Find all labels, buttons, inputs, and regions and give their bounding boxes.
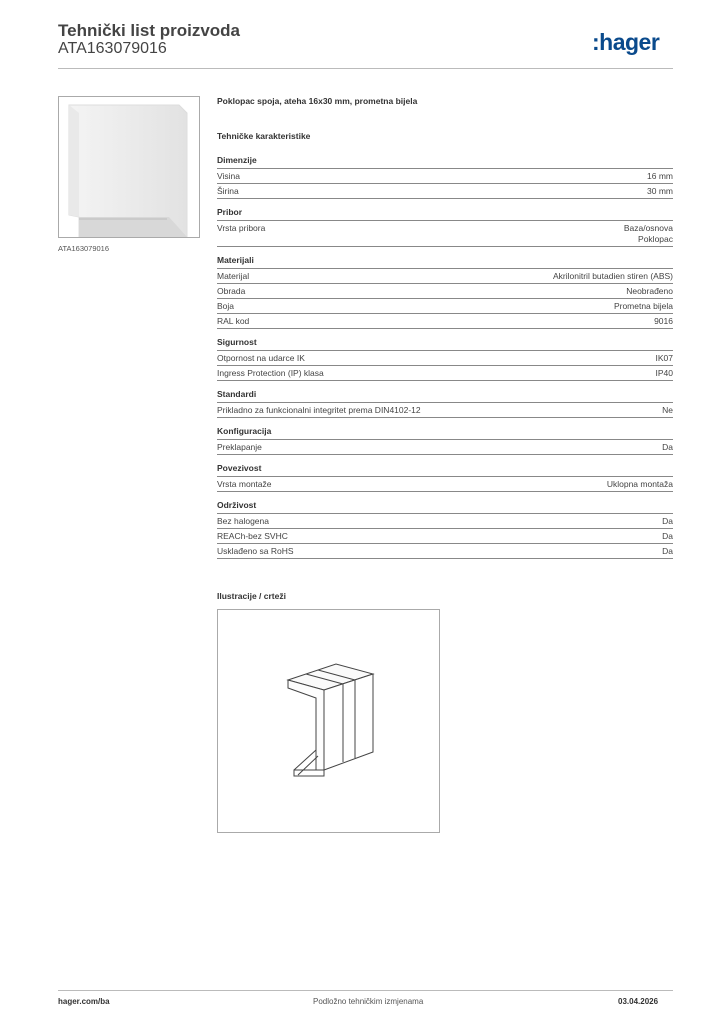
- spec-value-line: Poklopac: [638, 233, 673, 244]
- spec-label: Visina: [217, 170, 240, 181]
- spec-section: [217, 500, 673, 559]
- spec-value: [614, 301, 673, 312]
- spec-value: [662, 531, 673, 542]
- spec-sections: [217, 155, 673, 559]
- spec-label: Vrsta pribora: [217, 222, 266, 233]
- product-thumbnail: [58, 96, 200, 238]
- spec-value: [654, 316, 673, 327]
- spec-row: [217, 440, 673, 455]
- spec-value-line: 9016: [654, 315, 673, 326]
- spec-value-line: Da: [662, 441, 673, 452]
- spec-value-line: IK07: [655, 352, 673, 363]
- spec-value-line: Prometna bijela: [613, 300, 673, 311]
- spec-value: [607, 479, 673, 490]
- spec-section: [217, 337, 673, 381]
- spec-label: RAL kod: [217, 315, 250, 326]
- spec-row: [217, 169, 673, 184]
- spec-row: [217, 184, 673, 199]
- spec-value: [553, 271, 673, 282]
- spec-row: [217, 351, 673, 366]
- section-title: Pribor: [217, 207, 673, 221]
- spec-section: [217, 463, 673, 492]
- spec-label: Obrada: [217, 285, 246, 296]
- tech-heading: Tehničke karakteristike: [217, 131, 311, 141]
- spec-value: [647, 171, 673, 182]
- section-title: Konfiguracija: [217, 426, 673, 440]
- section-title: Materijali: [217, 255, 673, 269]
- spec-section: [217, 207, 673, 247]
- product-title: Poklopac spoja, ateha 16x30 mm, prometna bijela: [217, 96, 418, 106]
- spec-row: [217, 403, 673, 418]
- spec-row: [217, 269, 673, 284]
- spec-row: [217, 529, 673, 544]
- spec-value-line: Da: [662, 515, 673, 526]
- spec-label: Boja: [217, 300, 235, 311]
- spec-label: Bez halogena: [217, 515, 269, 526]
- spec-value-line: Ne: [662, 404, 673, 415]
- spec-value-line: Da: [662, 545, 673, 556]
- spec-section: [217, 255, 673, 329]
- footer-date: 03.04.2026: [618, 997, 659, 1006]
- spec-section: [217, 155, 673, 199]
- section-title: Dimenzije: [217, 155, 673, 169]
- spec-row: [217, 514, 673, 529]
- thumbnail-caption: ATA163079016: [58, 244, 110, 253]
- hager-logo[interactable]: :hager: [592, 29, 660, 55]
- spec-value: [662, 442, 673, 453]
- product-photo: [59, 97, 199, 237]
- section-title: Povezivost: [217, 463, 673, 477]
- spec-value: [624, 223, 673, 245]
- spec-content: [217, 96, 673, 567]
- spec-value-line: IP40: [655, 367, 673, 378]
- section-title: Standardi: [217, 389, 673, 403]
- spec-value: [656, 353, 674, 364]
- spec-value-line: 16 mm: [647, 170, 673, 181]
- spec-value: [662, 405, 673, 416]
- spec-value: [626, 286, 673, 297]
- spec-section: [217, 389, 673, 418]
- spec-row: [217, 544, 673, 559]
- footer-website-link[interactable]: hager.com/ba: [58, 997, 110, 1006]
- spec-label: Vrsta montaže: [217, 478, 272, 489]
- section-title: Sigurnost: [217, 337, 673, 351]
- product-code: ATA163079016: [58, 40, 167, 57]
- spec-value-line: Neobrađeno: [626, 285, 673, 296]
- spec-value-line: Da: [662, 530, 673, 541]
- illustration-frame: [217, 609, 440, 833]
- footer-divider: [58, 990, 673, 991]
- spec-value-line: Baza/osnova: [623, 222, 673, 233]
- spec-value: [662, 516, 673, 527]
- spec-section: [217, 426, 673, 455]
- spec-label: Materijal: [217, 270, 250, 281]
- spec-row: [217, 477, 673, 492]
- footer-note: Podložno tehničkim izmjenama: [313, 997, 424, 1006]
- spec-row: [217, 314, 673, 329]
- spec-label: Otpornost na udarce IK: [217, 352, 305, 363]
- spec-value: [662, 546, 673, 557]
- spec-value-line: Akrilonitril butadien stiren (ABS): [553, 270, 673, 281]
- spec-row: [217, 221, 673, 247]
- spec-value-line: 30 mm: [647, 185, 673, 196]
- header-divider: [58, 68, 673, 69]
- spec-row: [217, 284, 673, 299]
- spec-label: Preklapanje: [217, 441, 262, 452]
- spec-value-line: Uklopna montaža: [606, 478, 673, 489]
- spec-value: [647, 186, 673, 197]
- line-drawing: [218, 610, 439, 832]
- page-title: Tehnički list proizvoda: [58, 21, 240, 40]
- spec-row: [217, 366, 673, 381]
- section-title: Održivost: [217, 500, 673, 514]
- spec-label: Širina: [217, 185, 239, 196]
- spec-label: REACh-bez SVHC: [217, 530, 288, 541]
- spec-label: Usklađeno sa RoHS: [217, 545, 294, 556]
- spec-row: [217, 299, 673, 314]
- illustrations-title: Ilustracije / crteži: [217, 591, 286, 601]
- spec-label: Prikladno za funkcionalni integritet prema DIN4102-12: [217, 404, 421, 415]
- spec-value: [656, 368, 674, 379]
- spec-label: Ingress Protection (IP) klasa: [217, 367, 324, 378]
